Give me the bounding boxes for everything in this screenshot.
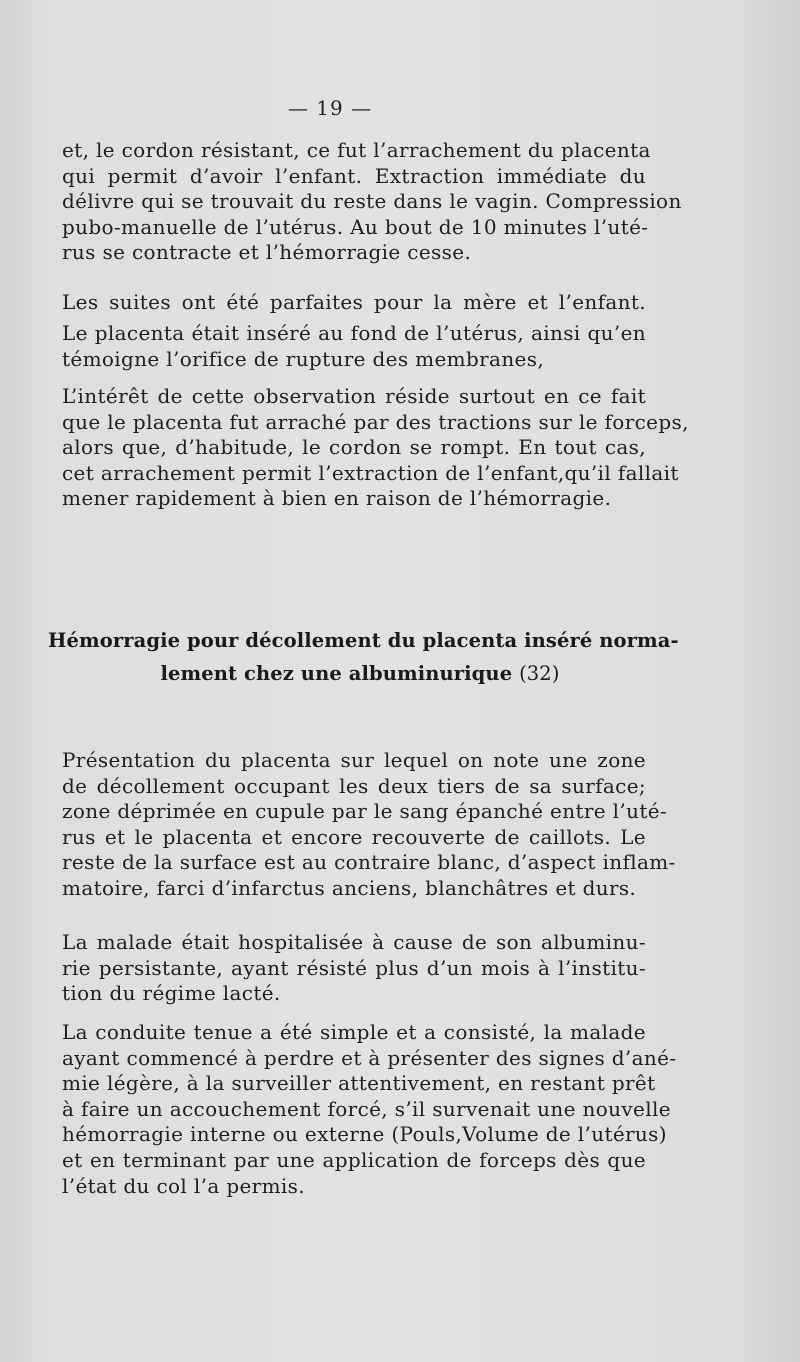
text-line: matoire, farci d’infarctus anciens, blanchâtres et durs. (62, 875, 637, 900)
text-line: La malade était hospitalisée à cause de son albuminu- (62, 930, 646, 954)
text-line: rie persistante, ayant résisté plus d’un mois à l’institu- (62, 955, 646, 980)
text-line: mener rapidement à bien en raison de l’hémorragie. (62, 486, 612, 511)
text-line: délivre qui se trouvait du reste dans le vagin. Compression (62, 189, 682, 214)
section-heading (48, 624, 679, 690)
text-line: rus et le placenta et encore recouverte de caillots. Le (62, 824, 646, 849)
text-line: l’état du col l’a permis. (62, 1173, 305, 1198)
text-line: ayant commencé à perdre et à présenter des signes d’ané- (62, 1045, 677, 1070)
text-line: rus se contracte et l’hémorragie cesse. (62, 240, 472, 265)
text-line: cet arrachement permit l’extraction de l’enfant,qu’il fallait (62, 460, 679, 485)
text-line: et, le cordon résistant, ce fut l’arrachement du placenta (62, 138, 651, 162)
text-line: L’intérêt de cette observation réside surtout en ce fait (62, 384, 646, 408)
text-line: reste de la surface est au contraire blanc, d’aspect inflam- (62, 850, 676, 875)
paragraph-interet (62, 384, 689, 512)
text-line: que le placenta fut arraché par des tractions sur le forceps, (62, 409, 689, 434)
heading-line: Hémorragie pour décollement du placenta inséré norma- (48, 629, 679, 652)
text-line: qui permit d’avoir l’enfant. Extraction immédiate du (62, 163, 646, 188)
text-line: à faire un accouchement forcé, s’il survenait une nouvelle (62, 1096, 671, 1121)
heading-line-text: lement chez une albuminurique (160, 662, 513, 685)
heading-line (48, 657, 652, 690)
reference-number: (32) (519, 662, 560, 685)
paragraph-malade (62, 930, 646, 1007)
text-line: mie légère, à la surveiller attentivement, en restant prêt (62, 1071, 656, 1096)
page-number: — 19 — (287, 96, 373, 120)
text-line: alors que, d’habitude, le cordon se rompt. En tout cas, (62, 435, 646, 460)
text-line: de décollement occupant les deux tiers de sa surface; (62, 773, 646, 798)
text-line: pubo-manuelle de l’utérus. Au bout de 10 minutes l’uté- (62, 214, 649, 239)
text-line: et en terminant par une application de forceps dès que (62, 1147, 646, 1172)
text-line: Le placenta était inséré au fond de l’utérus, ainsi qu’en (62, 321, 646, 345)
paragraph-placenta-insertion (62, 321, 646, 372)
paragraph-continuation (62, 138, 682, 266)
text-line: zone déprimée en cupule par le sang épanché entre l’uté- (62, 799, 668, 824)
text-line: tion du régime lacté. (62, 981, 281, 1006)
text-line: témoigne l’orifice de rupture des membranes, (62, 346, 545, 371)
text-line: La conduite tenue a été simple et a consisté, la malade (62, 1020, 646, 1044)
paragraph-presentation (62, 748, 676, 902)
paragraph-conduite (62, 1020, 677, 1199)
paragraph-suites (62, 290, 646, 316)
text-line: Présentation du placenta sur lequel on note une zone (62, 748, 646, 772)
text-line: Les suites ont été parfaites pour la mère et l’enfant. (62, 290, 646, 314)
text-line: hémorragie interne ou externe (Pouls,Volume de l’utérus) (62, 1122, 667, 1147)
